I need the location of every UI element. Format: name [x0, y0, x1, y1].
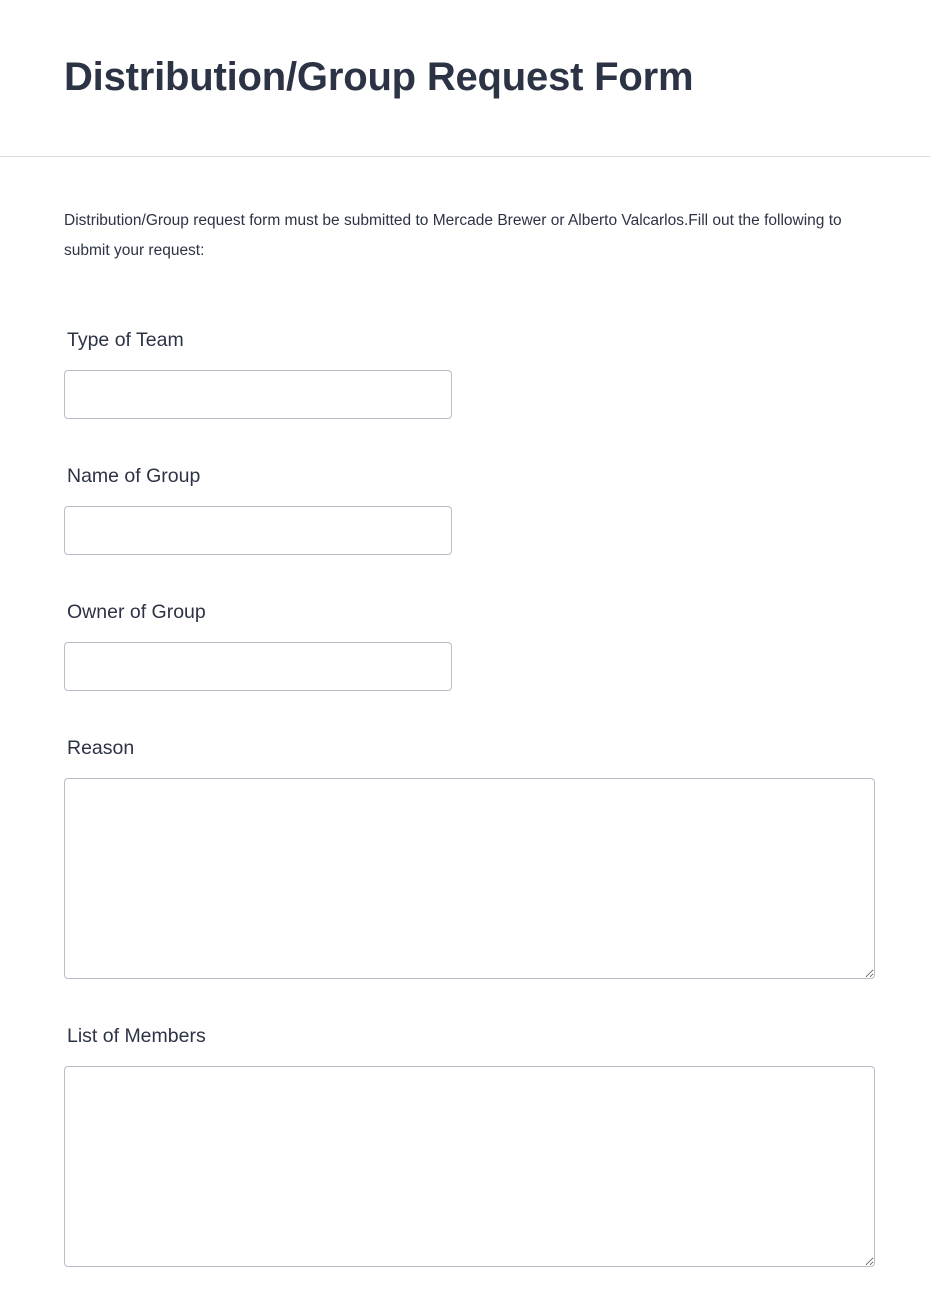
field-list-of-members	[64, 1024, 875, 1267]
list-of-members-label: List of Members	[67, 1025, 206, 1047]
form-description: Distribution/Group request form must be submitted to Mercade Brewer or Alberto Valcarlos.Fill out the following to submit your request:	[64, 212, 842, 259]
name-of-group-input[interactable]	[64, 506, 452, 555]
page-title: Distribution/Group Request Form	[64, 55, 694, 99]
owner-of-group-label: Owner of Group	[67, 601, 206, 623]
field-type-of-team	[64, 328, 452, 419]
field-reason	[64, 736, 875, 979]
list-of-members-textarea[interactable]	[64, 1066, 875, 1267]
owner-of-group-input[interactable]	[64, 642, 452, 691]
reason-textarea[interactable]	[64, 778, 875, 979]
type-of-team-input[interactable]	[64, 370, 452, 419]
type-of-team-label: Type of Team	[67, 329, 184, 351]
name-of-group-label: Name of Group	[67, 465, 201, 487]
form-header	[0, 0, 930, 157]
reason-label: Reason	[67, 737, 135, 759]
field-owner-of-group	[64, 600, 452, 691]
field-name-of-group	[64, 464, 452, 555]
